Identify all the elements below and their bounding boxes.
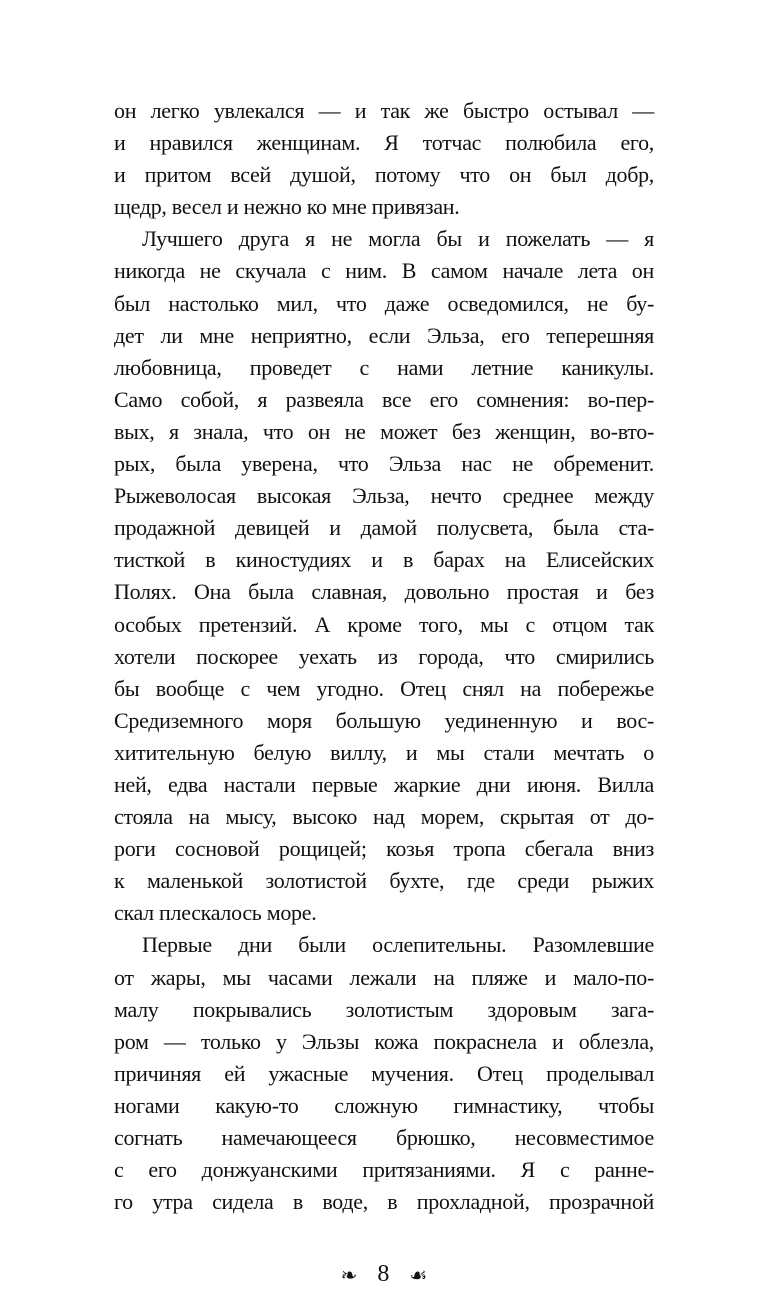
- text-line: ногами какую-то сложную гимнастику, чтобы: [114, 1092, 654, 1118]
- text-line: щедр, весел и нежно ко мне привязан.: [114, 194, 460, 220]
- text-line: продажной девицей и дамой полусвета, была ста-: [114, 515, 654, 541]
- ornament-right-icon: ☙: [409, 1264, 428, 1287]
- text-line: Рыжеволосая высокая Эльза, нечто среднее между: [114, 483, 654, 509]
- text-line: хотели поскорее уехать из города, что смирились: [114, 643, 654, 669]
- text-line: малу покрывались золотистым здоровым зага-: [114, 996, 654, 1022]
- text-line: он легко увлекался — и так же быстро остывал —: [114, 98, 654, 123]
- text-line: Первые дни были ослепительны. Разомлевшие: [142, 932, 654, 958]
- text-line: и нравился женщинам. Я тотчас полюбила его,: [114, 130, 654, 156]
- paragraph: [114, 95, 654, 223]
- text-line: дет ли мне неприятно, если Эльза, его теперешняя: [114, 322, 654, 348]
- text-line: Лучшего друга я не могла бы и пожелать — я: [142, 226, 654, 252]
- paragraph: [114, 929, 654, 1218]
- text-line: тисткой в киностудиях и в барах на Елисейских: [114, 547, 654, 573]
- text-line: с его донжуанскими притязаниями. Я с ранне-: [114, 1157, 654, 1183]
- text-line: хитительную белую виллу, и мы стали мечтать о: [114, 739, 654, 765]
- text-line: стояла на мысу, высоко над морем, скрытая от до-: [114, 804, 654, 830]
- text-line: любовница, проведет с нами летние каникулы.: [114, 354, 654, 380]
- text-line: ром — только у Эльзы кожа покраснела и облезла,: [114, 1028, 654, 1054]
- text-line: от жары, мы часами лежали на пляже и мало-по-: [114, 964, 654, 990]
- page-footer: [0, 1258, 768, 1291]
- page-body-text: [114, 95, 654, 1218]
- text-line: причиняя ей ужасные мучения. Отец проделывал: [114, 1060, 654, 1086]
- text-line: особых претензий. А кроме того, мы с отцом так: [114, 611, 654, 637]
- text-line: был настолько мил, что даже осведомился, не бу-: [114, 290, 654, 316]
- ornament-left-icon: ❧: [340, 1264, 358, 1287]
- page-number: 8: [377, 1261, 390, 1288]
- text-line: к маленькой золотистой бухте, где среди рыжих: [114, 868, 654, 894]
- text-line: роги сосновой рощицей; козья тропа сбегала вниз: [114, 836, 654, 862]
- text-line: Средиземного моря большую уединенную и вос-: [114, 707, 654, 733]
- text-line: никогда не скучала с ним. В самом начале лета он: [114, 258, 654, 284]
- text-line: Полях. Она была славная, довольно простая и без: [114, 579, 654, 605]
- paragraph: [114, 223, 654, 929]
- text-line: и притом всей душой, потому что он был добр,: [114, 162, 654, 188]
- text-line: бы вообще с чем угодно. Отец снял на побережье: [114, 675, 654, 701]
- text-line: рых, была уверена, что Эльза нас не обременит.: [114, 451, 654, 477]
- text-line: Само собой, я развеяла все его сомнения: во-пер-: [114, 386, 654, 412]
- text-line: скал плескалось море.: [114, 900, 317, 926]
- text-line: вых, я знала, что он не может без женщин, во-вто-: [114, 418, 654, 444]
- text-line: го утра сидела в воде, в прохладной, прозрачной: [114, 1189, 654, 1215]
- text-line: согнать намечающееся брюшко, несовместимое: [114, 1125, 654, 1150]
- text-line: ней, едва настали первые жаркие дни июня. Вилла: [114, 771, 654, 797]
